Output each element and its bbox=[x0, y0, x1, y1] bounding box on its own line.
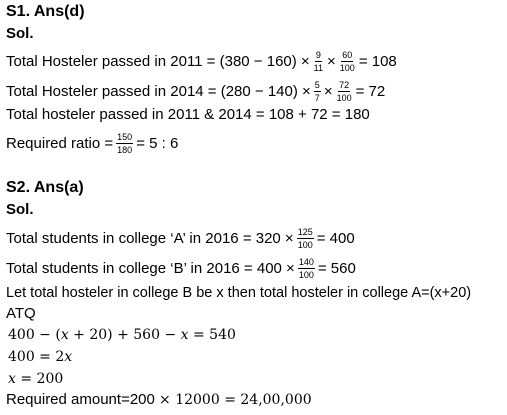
s2-required-amount bbox=[6, 391, 312, 409]
eq1-part-b: + 20) + 560 − bbox=[68, 327, 181, 343]
variable-x: x bbox=[64, 349, 73, 365]
fraction-denominator: 11 bbox=[313, 63, 324, 73]
s1-line-ratio bbox=[6, 132, 178, 155]
fraction-numerator: 5 bbox=[314, 80, 320, 90]
s1-line-2011 bbox=[6, 50, 397, 73]
fraction-numerator: 150 bbox=[117, 132, 133, 142]
s1-line-total: Total hosteler passed in 2011 & 2014 = 108 + 72 = 180 bbox=[6, 106, 370, 123]
fraction-numerator: 140 bbox=[298, 257, 314, 267]
s2-line-college-a bbox=[6, 227, 355, 250]
s2-equation-2 bbox=[8, 348, 72, 366]
required-amount-prefix: Required amount=200 bbox=[6, 391, 160, 408]
fraction-numerator: 9 bbox=[315, 50, 321, 60]
times-sign: × bbox=[323, 82, 333, 100]
s2-heading: S2. Ans(a) bbox=[6, 179, 84, 196]
s1-line-2011-prefix: Total Hosteler passed in 2011 = (380 − 160) × bbox=[6, 52, 310, 70]
variable-x: x bbox=[8, 371, 16, 387]
s2-sol-label: Sol. bbox=[6, 201, 34, 218]
fraction-denominator: 100 bbox=[298, 270, 314, 280]
eq1-part-c: = 540 bbox=[188, 327, 236, 343]
s1-ratio-prefix: Required ratio = bbox=[6, 134, 114, 152]
times-sign: × bbox=[327, 52, 336, 70]
s2-equation-3 bbox=[8, 370, 63, 388]
required-amount-calc: × 12000 = 24,00,000 bbox=[159, 392, 312, 408]
fraction-numerator: 60 bbox=[342, 50, 353, 60]
eq3-part-b: = 200 bbox=[15, 371, 64, 387]
s2-line-college-b bbox=[6, 257, 356, 280]
s1-sol-label: Sol. bbox=[6, 25, 34, 42]
s2-college-b-prefix: Total students in college ‘B’ in 2016 = 400 × bbox=[6, 259, 295, 277]
variable-x: x bbox=[60, 327, 69, 343]
s1-line-2011-result: = 108 bbox=[358, 52, 397, 70]
s1-heading: S1. Ans(d) bbox=[6, 3, 85, 20]
fraction-125-100 bbox=[297, 227, 314, 250]
fraction-140-100 bbox=[298, 257, 315, 280]
fraction-5-7 bbox=[314, 80, 321, 103]
variable-x: x bbox=[180, 327, 189, 343]
fraction-numerator: 125 bbox=[297, 227, 313, 237]
s2-college-a-result: = 400 bbox=[316, 229, 355, 247]
eq2-part-a: 400 = 2 bbox=[8, 349, 65, 365]
s2-college-b-result: = 560 bbox=[317, 259, 356, 277]
fraction-denominator: 180 bbox=[117, 145, 133, 155]
s2-college-a-prefix: Total students in college ‘A’ in 2016 = 320 × bbox=[6, 229, 294, 247]
s1-line-2014-prefix: Total Hosteler passed in 2014 = (280 − 140) × bbox=[6, 82, 311, 100]
fraction-denominator: 100 bbox=[297, 240, 313, 250]
fraction-60-100 bbox=[339, 50, 356, 73]
s2-equation-1 bbox=[8, 326, 236, 344]
fraction-150-180 bbox=[116, 132, 133, 155]
eq1-part-a: 400 − ( bbox=[8, 327, 61, 343]
s1-line-2014 bbox=[6, 80, 385, 103]
s2-line-let: Let total hosteler in college B be x then total hosteler in college A=(x+20) bbox=[6, 285, 472, 301]
fraction-denominator: 100 bbox=[339, 63, 355, 73]
fraction-denominator: 7 bbox=[314, 93, 320, 103]
s1-ratio-result: = 5 : 6 bbox=[136, 134, 179, 152]
fraction-9-11 bbox=[313, 50, 324, 73]
s2-atq: ATQ bbox=[6, 305, 36, 322]
fraction-denominator: 100 bbox=[336, 93, 352, 103]
fraction-numerator: 72 bbox=[339, 80, 350, 90]
s1-line-2014-result: = 72 bbox=[355, 82, 386, 100]
fraction-72-100 bbox=[336, 80, 353, 103]
